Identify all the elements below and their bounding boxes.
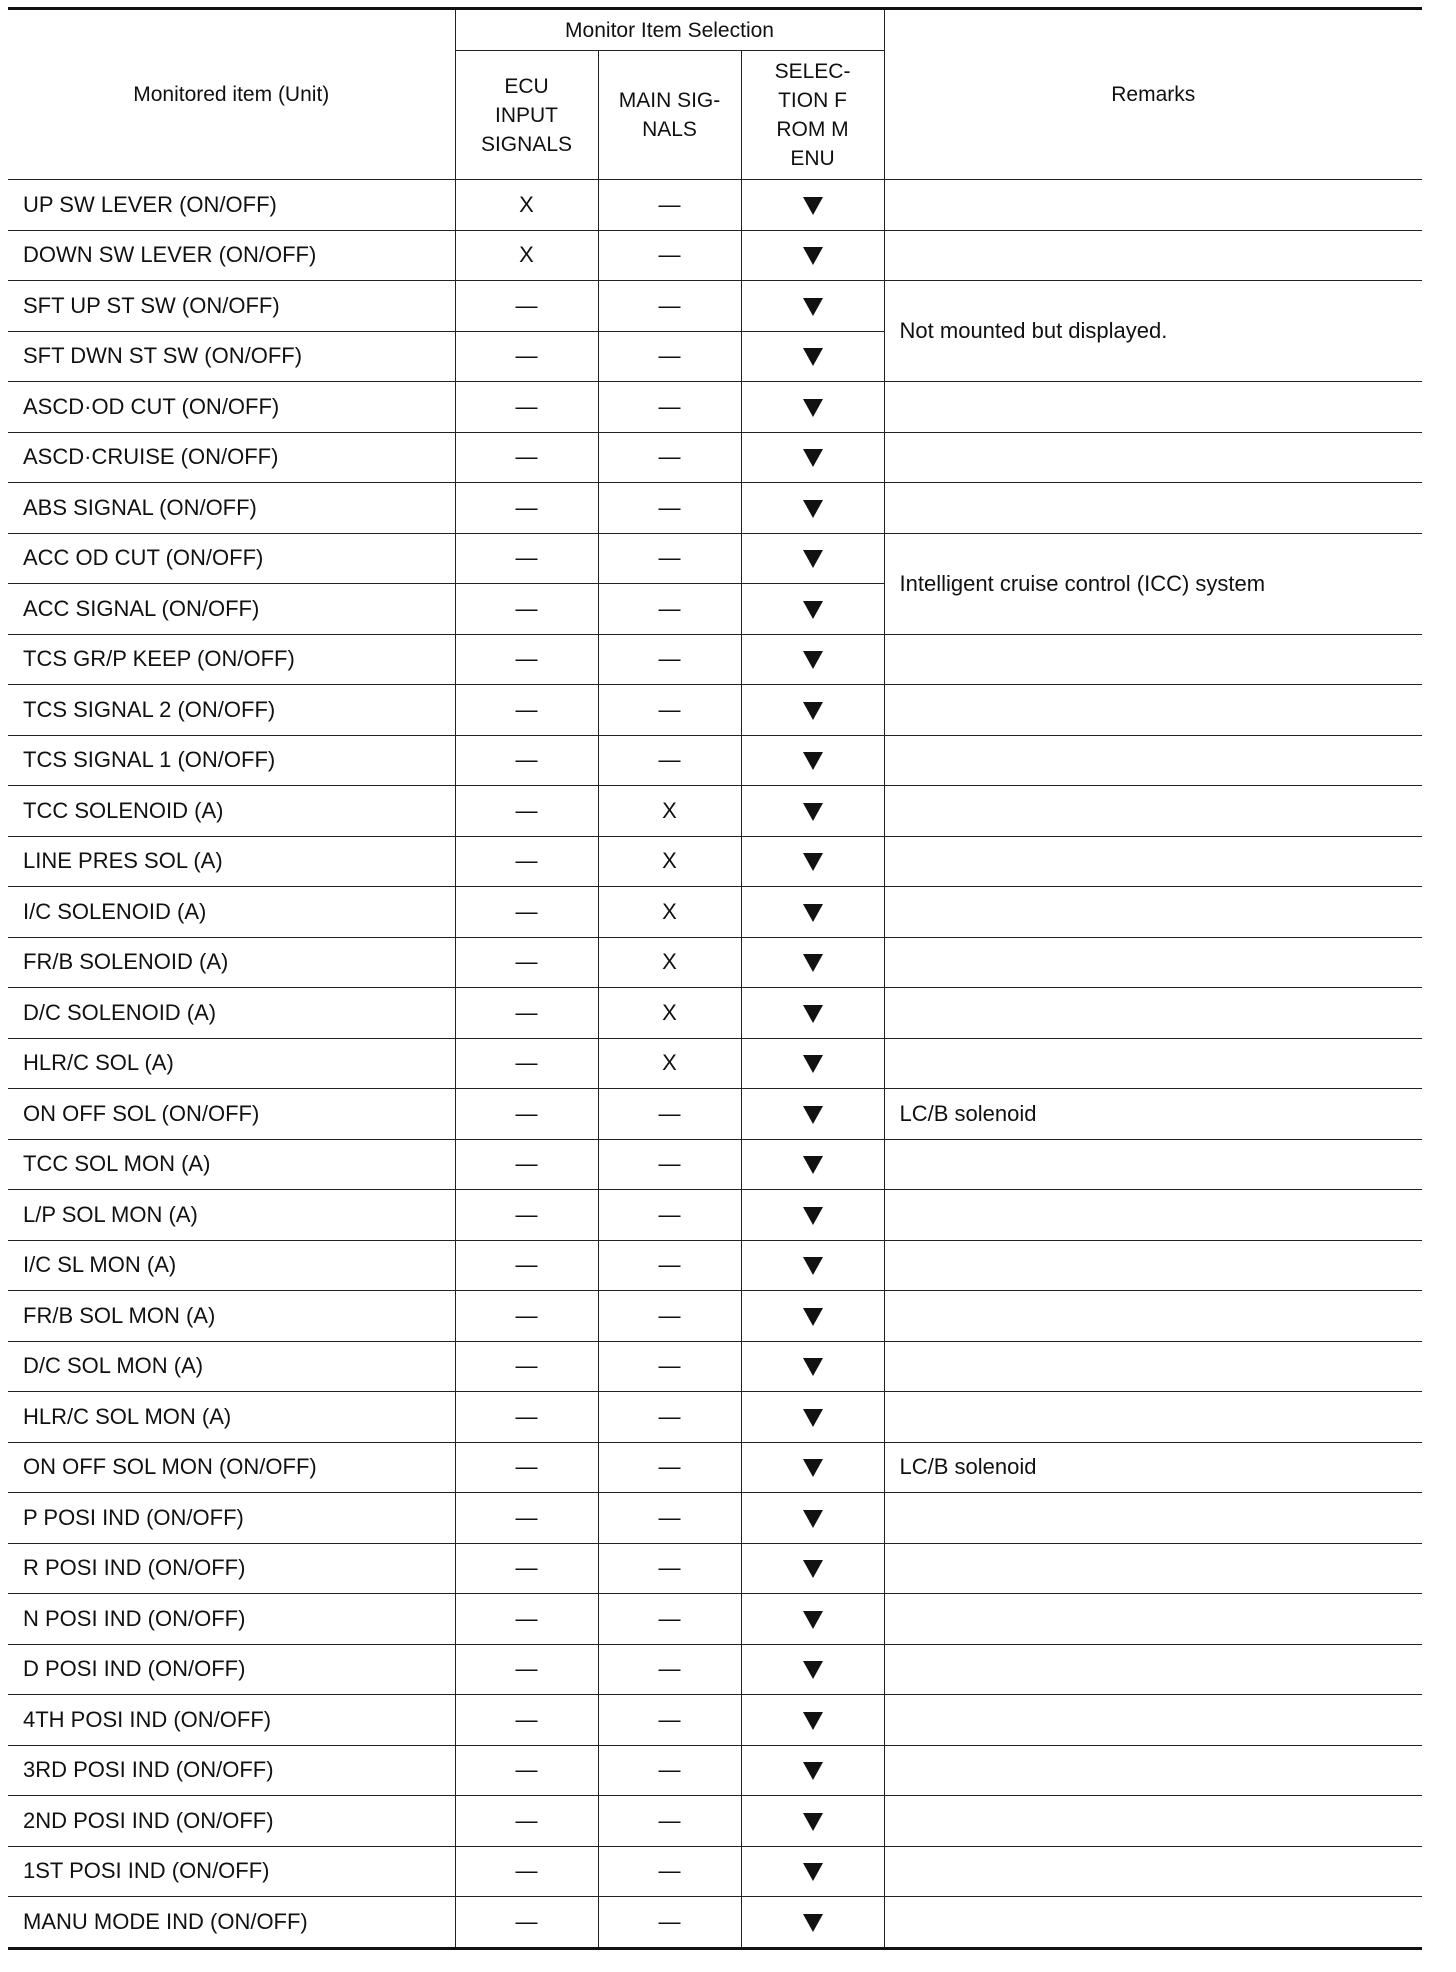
selection-from-menu-cell <box>741 1038 884 1089</box>
selection-from-menu-cell <box>741 1493 884 1544</box>
selected-triangle-icon <box>803 1863 823 1881</box>
ecu-input-mark: — <box>455 786 598 837</box>
selection-from-menu-cell <box>741 1745 884 1796</box>
monitored-item-cell: TCS SIGNAL 2 (ON/OFF) <box>8 685 455 736</box>
remarks-cell <box>884 1240 1422 1291</box>
ecu-input-mark: — <box>455 432 598 483</box>
header-main-signals: MAIN SIG-NALS <box>598 51 741 180</box>
monitored-item-cell: ACC OD CUT (ON/OFF) <box>8 533 455 584</box>
remarks-cell <box>884 483 1422 534</box>
ecu-input-mark: — <box>455 483 598 534</box>
selection-from-menu-cell <box>741 988 884 1039</box>
table-row <box>8 887 1422 938</box>
ecu-input-mark: — <box>455 1695 598 1746</box>
selection-from-menu-cell <box>741 735 884 786</box>
selection-from-menu-cell <box>741 634 884 685</box>
selection-from-menu-cell <box>741 685 884 736</box>
main-signal-mark: X <box>598 786 741 837</box>
selection-from-menu-cell <box>741 836 884 887</box>
selected-triangle-icon <box>803 954 823 972</box>
selection-from-menu-cell <box>741 1341 884 1392</box>
monitored-item-cell: TCC SOLENOID (A) <box>8 786 455 837</box>
table-row <box>8 1291 1422 1342</box>
selection-from-menu-cell <box>741 483 884 534</box>
table-row <box>8 1493 1422 1544</box>
selected-triangle-icon <box>803 348 823 366</box>
table-row <box>8 1038 1422 1089</box>
main-signal-mark: — <box>598 1594 741 1645</box>
header-remarks: Remarks <box>884 9 1422 180</box>
table-row <box>8 533 1422 584</box>
selected-triangle-icon <box>803 1914 823 1932</box>
header-monitor-item-selection: Monitor Item Selection <box>455 9 884 51</box>
selected-triangle-icon <box>803 399 823 417</box>
remarks-cell <box>884 1644 1422 1695</box>
remarks-cell <box>884 382 1422 433</box>
selection-from-menu-cell <box>741 1543 884 1594</box>
table-row <box>8 1190 1422 1241</box>
remarks-cell <box>884 887 1422 938</box>
main-signal-mark: — <box>598 483 741 534</box>
ecu-input-mark: — <box>455 1089 598 1140</box>
selection-from-menu-cell <box>741 533 884 584</box>
table-row <box>8 786 1422 837</box>
main-signal-mark: — <box>598 1897 741 1949</box>
remarks-cell <box>884 1139 1422 1190</box>
main-signal-mark: — <box>598 1745 741 1796</box>
monitored-item-cell: P POSI IND (ON/OFF) <box>8 1493 455 1544</box>
selected-triangle-icon <box>803 1459 823 1477</box>
selected-triangle-icon <box>803 1560 823 1578</box>
ecu-input-mark: — <box>455 584 598 635</box>
table-row <box>8 1543 1422 1594</box>
remarks-cell <box>884 1897 1422 1949</box>
remarks-cell <box>884 1392 1422 1443</box>
selected-triangle-icon <box>803 197 823 215</box>
remarks-cell <box>884 1341 1422 1392</box>
selected-triangle-icon <box>803 853 823 871</box>
table-row <box>8 483 1422 534</box>
selected-triangle-icon <box>803 702 823 720</box>
monitored-item-cell: ON OFF SOL (ON/OFF) <box>8 1089 455 1140</box>
selected-triangle-icon <box>803 803 823 821</box>
selection-from-menu-cell <box>741 584 884 635</box>
selected-triangle-icon <box>803 1611 823 1629</box>
main-signal-mark: — <box>598 584 741 635</box>
ecu-input-mark: — <box>455 1291 598 1342</box>
selection-from-menu-cell <box>741 230 884 281</box>
remarks-cell <box>884 685 1422 736</box>
main-signal-mark: — <box>598 331 741 382</box>
main-signal-mark: X <box>598 937 741 988</box>
monitored-item-cell: FR/B SOLENOID (A) <box>8 937 455 988</box>
monitored-item-cell: D POSI IND (ON/OFF) <box>8 1644 455 1695</box>
ecu-input-mark: — <box>455 1745 598 1796</box>
table-row <box>8 937 1422 988</box>
monitored-item-cell: R POSI IND (ON/OFF) <box>8 1543 455 1594</box>
table-row <box>8 685 1422 736</box>
selection-from-menu-cell <box>741 1089 884 1140</box>
monitored-item-cell: 1ST POSI IND (ON/OFF) <box>8 1846 455 1897</box>
ecu-input-mark: — <box>455 1897 598 1949</box>
remarks-cell <box>884 1291 1422 1342</box>
monitored-item-cell: TCS SIGNAL 1 (ON/OFF) <box>8 735 455 786</box>
monitored-item-cell: LINE PRES SOL (A) <box>8 836 455 887</box>
ecu-input-mark: — <box>455 533 598 584</box>
monitor-item-table <box>8 7 1422 1950</box>
main-signal-mark: — <box>598 180 741 231</box>
selection-from-menu-cell <box>741 1190 884 1241</box>
remarks-cell: Not mounted but displayed. <box>884 281 1422 382</box>
selection-from-menu-cell <box>741 887 884 938</box>
table-row <box>8 281 1422 332</box>
selected-triangle-icon <box>803 651 823 669</box>
remarks-cell <box>884 1190 1422 1241</box>
main-signal-mark: X <box>598 887 741 938</box>
main-signal-mark: — <box>598 1291 741 1342</box>
monitored-item-cell: D/C SOL MON (A) <box>8 1341 455 1392</box>
monitored-item-cell: ACC SIGNAL (ON/OFF) <box>8 584 455 635</box>
ecu-input-mark: — <box>455 1644 598 1695</box>
remarks-cell <box>884 230 1422 281</box>
selected-triangle-icon <box>803 1712 823 1730</box>
monitored-item-cell: D/C SOLENOID (A) <box>8 988 455 1039</box>
selection-from-menu-cell <box>741 281 884 332</box>
remarks-cell <box>884 1846 1422 1897</box>
table-row <box>8 1392 1422 1443</box>
selection-from-menu-cell <box>741 331 884 382</box>
ecu-input-mark: — <box>455 1038 598 1089</box>
table-row <box>8 180 1422 231</box>
selection-from-menu-cell <box>741 1442 884 1493</box>
monitored-item-cell: 2ND POSI IND (ON/OFF) <box>8 1796 455 1847</box>
selected-triangle-icon <box>803 1308 823 1326</box>
main-signal-mark: — <box>598 735 741 786</box>
table-row <box>8 1897 1422 1949</box>
selected-triangle-icon <box>803 1257 823 1275</box>
table-body <box>8 180 1422 1949</box>
monitored-item-cell: ASCD·CRUISE (ON/OFF) <box>8 432 455 483</box>
main-signal-mark: — <box>598 1341 741 1392</box>
ecu-input-mark: — <box>455 1139 598 1190</box>
remarks-cell <box>884 1594 1422 1645</box>
selection-from-menu-cell <box>741 1291 884 1342</box>
selection-from-menu-cell <box>741 1695 884 1746</box>
table-row <box>8 988 1422 1039</box>
main-signal-mark: — <box>598 432 741 483</box>
monitored-item-cell: MANU MODE IND (ON/OFF) <box>8 1897 455 1949</box>
selected-triangle-icon <box>803 500 823 518</box>
main-signal-mark: X <box>598 1038 741 1089</box>
header-ecu-input-signals: ECU INPUT SIGNALS <box>455 51 598 180</box>
monitored-item-cell: 4TH POSI IND (ON/OFF) <box>8 1695 455 1746</box>
ecu-input-mark: — <box>455 988 598 1039</box>
ecu-input-mark: — <box>455 1392 598 1443</box>
monitored-item-cell: TCS GR/P KEEP (ON/OFF) <box>8 634 455 685</box>
main-signal-mark: — <box>598 634 741 685</box>
selected-triangle-icon <box>803 752 823 770</box>
monitored-item-cell: UP SW LEVER (ON/OFF) <box>8 180 455 231</box>
remarks-cell <box>884 1493 1422 1544</box>
selected-triangle-icon <box>803 1510 823 1528</box>
remarks-cell: Intelligent cruise control (ICC) system <box>884 533 1422 634</box>
remarks-cell <box>884 1745 1422 1796</box>
table-row <box>8 1442 1422 1493</box>
remarks-cell: LC/B solenoid <box>884 1089 1422 1140</box>
selection-from-menu-cell <box>741 937 884 988</box>
selected-triangle-icon <box>803 1358 823 1376</box>
monitored-item-cell: N POSI IND (ON/OFF) <box>8 1594 455 1645</box>
main-signal-mark: — <box>598 1139 741 1190</box>
monitored-item-cell: I/C SL MON (A) <box>8 1240 455 1291</box>
monitored-item-cell: DOWN SW LEVER (ON/OFF) <box>8 230 455 281</box>
table-row <box>8 836 1422 887</box>
selection-from-menu-cell <box>741 1846 884 1897</box>
ecu-input-mark: — <box>455 1240 598 1291</box>
main-signal-mark: — <box>598 685 741 736</box>
selected-triangle-icon <box>803 904 823 922</box>
ecu-input-mark: — <box>455 836 598 887</box>
selection-from-menu-cell <box>741 786 884 837</box>
remarks-cell <box>884 836 1422 887</box>
table-row <box>8 735 1422 786</box>
ecu-input-mark: — <box>455 1190 598 1241</box>
ecu-input-mark: — <box>455 634 598 685</box>
selection-from-menu-cell <box>741 1644 884 1695</box>
monitored-item-cell: ASCD·OD CUT (ON/OFF) <box>8 382 455 433</box>
table-row <box>8 382 1422 433</box>
table-row <box>8 1846 1422 1897</box>
monitored-item-cell: ABS SIGNAL (ON/OFF) <box>8 483 455 534</box>
ecu-input-mark: — <box>455 1442 598 1493</box>
remarks-cell <box>884 180 1422 231</box>
remarks-cell <box>884 432 1422 483</box>
selection-from-menu-cell <box>741 1139 884 1190</box>
ecu-input-mark: — <box>455 1493 598 1544</box>
selection-from-menu-cell <box>741 1594 884 1645</box>
ecu-input-mark: — <box>455 382 598 433</box>
main-signal-mark: — <box>598 1442 741 1493</box>
main-signal-mark: — <box>598 1240 741 1291</box>
main-signal-mark: — <box>598 1846 741 1897</box>
remarks-cell <box>884 988 1422 1039</box>
main-signal-mark: — <box>598 1089 741 1140</box>
table-row <box>8 230 1422 281</box>
main-signal-mark: X <box>598 988 741 1039</box>
table-row <box>8 1139 1422 1190</box>
remarks-cell <box>884 937 1422 988</box>
selected-triangle-icon <box>803 550 823 568</box>
table-row <box>8 1745 1422 1796</box>
header-monitored-item: Monitored item (Unit) <box>8 9 455 180</box>
selected-triangle-icon <box>803 1409 823 1427</box>
selected-triangle-icon <box>803 1813 823 1831</box>
ecu-input-mark: — <box>455 685 598 736</box>
ecu-input-mark: — <box>455 887 598 938</box>
monitored-item-cell: FR/B SOL MON (A) <box>8 1291 455 1342</box>
main-signal-mark: — <box>598 533 741 584</box>
remarks-cell <box>884 1695 1422 1746</box>
table-row <box>8 432 1422 483</box>
selection-from-menu-cell <box>741 1392 884 1443</box>
ecu-input-mark: — <box>455 1796 598 1847</box>
selected-triangle-icon <box>803 601 823 619</box>
selection-from-menu-cell <box>741 382 884 433</box>
ecu-input-mark: — <box>455 937 598 988</box>
ecu-input-mark: — <box>455 1543 598 1594</box>
ecu-input-mark: — <box>455 331 598 382</box>
ecu-input-mark: X <box>455 180 598 231</box>
ecu-input-mark: — <box>455 1846 598 1897</box>
ecu-input-mark: X <box>455 230 598 281</box>
main-signal-mark: — <box>598 382 741 433</box>
remarks-cell <box>884 735 1422 786</box>
main-signal-mark: — <box>598 1493 741 1544</box>
main-signal-mark: X <box>598 836 741 887</box>
ecu-input-mark: — <box>455 1594 598 1645</box>
selected-triangle-icon <box>803 298 823 316</box>
main-signal-mark: — <box>598 1190 741 1241</box>
table-row <box>8 1644 1422 1695</box>
table-row <box>8 1695 1422 1746</box>
ecu-input-mark: — <box>455 281 598 332</box>
main-signal-mark: — <box>598 230 741 281</box>
selected-triangle-icon <box>803 449 823 467</box>
main-signal-mark: — <box>598 1796 741 1847</box>
table-row <box>8 1594 1422 1645</box>
selected-triangle-icon <box>803 1661 823 1679</box>
main-signal-mark: — <box>598 1695 741 1746</box>
selected-triangle-icon <box>803 247 823 265</box>
selection-from-menu-cell <box>741 180 884 231</box>
monitored-item-cell: L/P SOL MON (A) <box>8 1190 455 1241</box>
monitored-item-cell: I/C SOLENOID (A) <box>8 887 455 938</box>
remarks-cell <box>884 1796 1422 1847</box>
remarks-cell <box>884 786 1422 837</box>
monitored-item-cell: SFT DWN ST SW (ON/OFF) <box>8 331 455 382</box>
selected-triangle-icon <box>803 1207 823 1225</box>
main-signal-mark: — <box>598 281 741 332</box>
remarks-cell: LC/B solenoid <box>884 1442 1422 1493</box>
remarks-cell <box>884 1038 1422 1089</box>
table-row <box>8 634 1422 685</box>
selection-from-menu-cell <box>741 1240 884 1291</box>
selected-triangle-icon <box>803 1005 823 1023</box>
selected-triangle-icon <box>803 1055 823 1073</box>
selected-triangle-icon <box>803 1106 823 1124</box>
monitored-item-cell: ON OFF SOL MON (ON/OFF) <box>8 1442 455 1493</box>
ecu-input-mark: — <box>455 1341 598 1392</box>
table-row <box>8 1089 1422 1140</box>
table-row <box>8 1796 1422 1847</box>
main-signal-mark: — <box>598 1392 741 1443</box>
main-signal-mark: — <box>598 1543 741 1594</box>
monitored-item-cell: TCC SOL MON (A) <box>8 1139 455 1190</box>
header-selection-from-menu: SELEC-TION FROM MENU <box>741 51 884 180</box>
table-row <box>8 1240 1422 1291</box>
monitored-item-cell: SFT UP ST SW (ON/OFF) <box>8 281 455 332</box>
main-signal-mark: — <box>598 1644 741 1695</box>
remarks-cell <box>884 1543 1422 1594</box>
table-row <box>8 1341 1422 1392</box>
selection-from-menu-cell <box>741 1796 884 1847</box>
selection-from-menu-cell <box>741 1897 884 1949</box>
remarks-cell <box>884 634 1422 685</box>
ecu-input-mark: — <box>455 735 598 786</box>
selection-from-menu-cell <box>741 432 884 483</box>
selected-triangle-icon <box>803 1156 823 1174</box>
selected-triangle-icon <box>803 1762 823 1780</box>
monitored-item-cell: 3RD POSI IND (ON/OFF) <box>8 1745 455 1796</box>
monitored-item-cell: HLR/C SOL MON (A) <box>8 1392 455 1443</box>
monitored-item-cell: HLR/C SOL (A) <box>8 1038 455 1089</box>
